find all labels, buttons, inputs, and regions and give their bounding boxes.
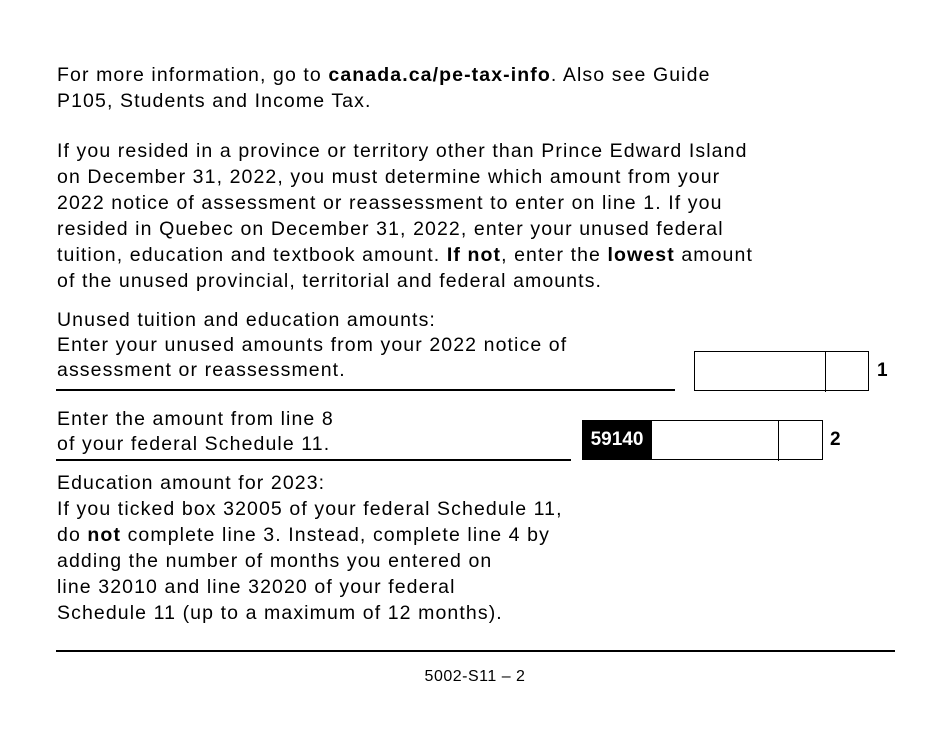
- line-1-amount-field[interactable]: [694, 351, 869, 391]
- line-2-label: Enter the amount from line 8 of your federal Schedule 11.: [57, 408, 334, 455]
- residency-line: on December 31, 2022, you must determine which amount from your: [57, 166, 721, 188]
- line-1-number: 1: [877, 360, 888, 381]
- residency-line: tuition, education and textbook amount. If not, enter the lowest amount: [57, 244, 753, 266]
- line-1-underline: [56, 389, 675, 391]
- residency-line: If you resided in a province or territory other than Prince Edward Island: [57, 140, 748, 162]
- intro-line-1: For more information, go to canada.ca/pe-tax-info. Also see Guide: [57, 64, 711, 86]
- line-2-underline: [56, 459, 571, 461]
- residency-line: resided in Quebec on December 31, 2022, enter your unused federal: [57, 218, 724, 240]
- intro-paragraph: [57, 62, 711, 114]
- education-paragraph: Education amount for 2023: If you ticked box 32005 of your federal Schedule 11, do not complete line 3. Instead, complete line 4 by adding the number of months you entered on line 32010 and line 32020 of your federal Schedule 11 (up to a maximum of 12 months).: [57, 472, 563, 624]
- intro-line-2: P105, Students and Income Tax.: [57, 90, 372, 112]
- line-1-heading: Unused tuition and education amounts:: [57, 309, 436, 331]
- line-1-label: Unused tuition and education amounts: Enter your unused amounts from your 2022 notice of assessment or reassessment.: [57, 309, 568, 381]
- line-2-code: 59140: [582, 420, 652, 460]
- page-number: 5002-S11 – 2: [424, 668, 526, 685]
- residency-line: of the unused provincial, territorial and federal amounts.: [57, 270, 603, 292]
- line-2-cents-field[interactable]: [778, 420, 779, 461]
- education-heading: Education amount for 2023:: [57, 472, 326, 494]
- footer-divider: [56, 650, 895, 652]
- line-2-amount-field[interactable]: [651, 420, 823, 460]
- residency-line: 2022 notice of assessment or reassessment to enter on line 1. If you: [57, 192, 723, 214]
- line-1-cents-field[interactable]: [825, 351, 826, 392]
- info-link[interactable]: canada.ca/pe-tax-info: [328, 64, 551, 86]
- residency-paragraph: [57, 138, 753, 294]
- line-2-number: 2: [830, 429, 841, 450]
